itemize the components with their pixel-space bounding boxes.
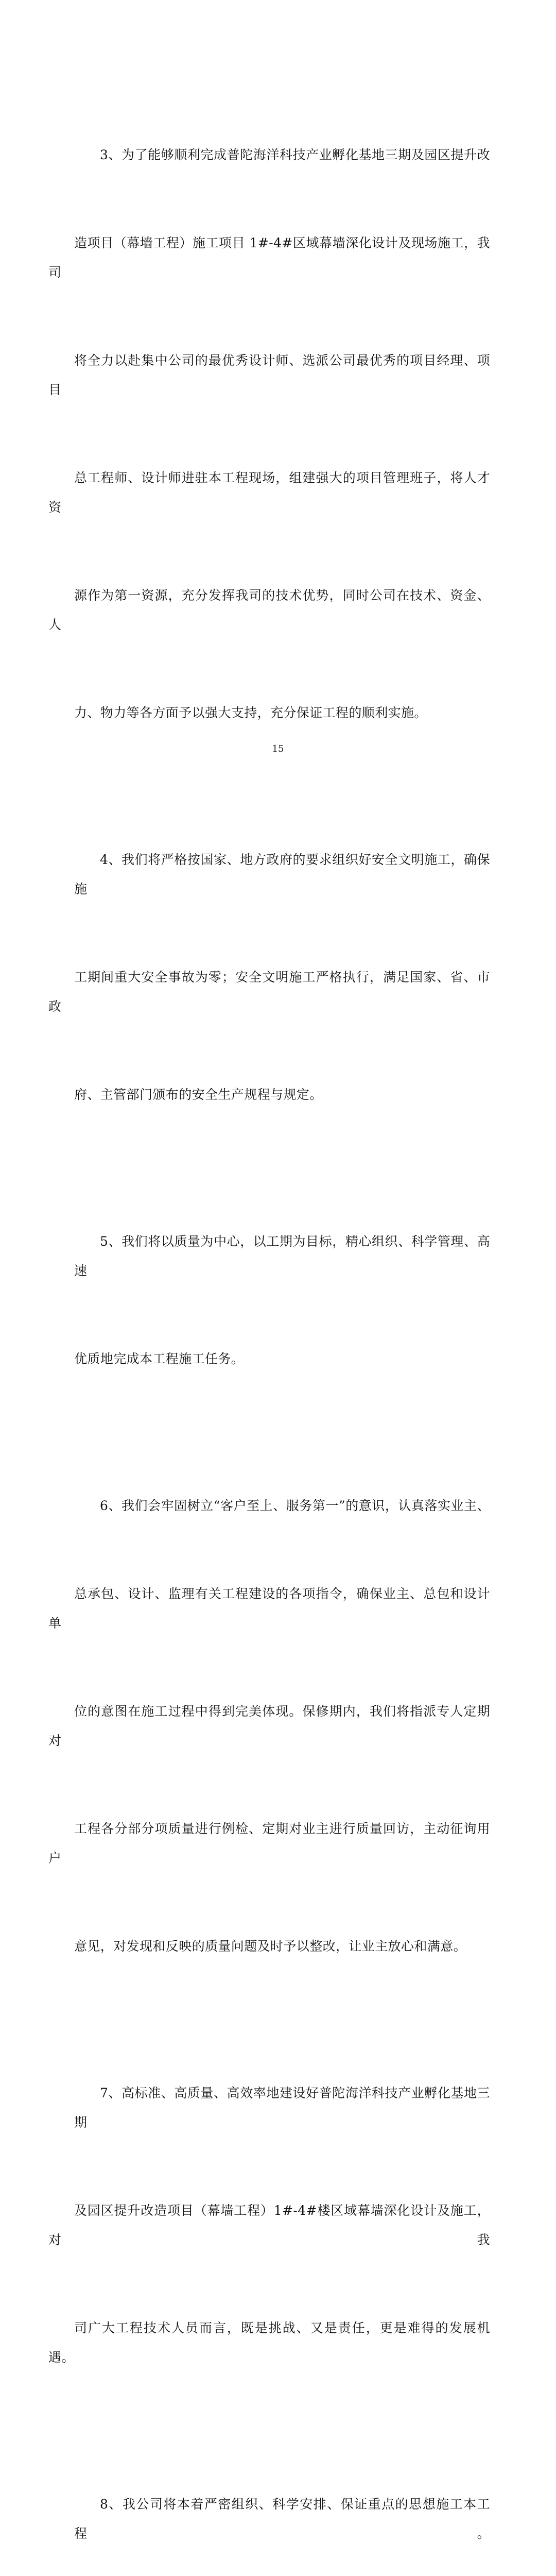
text-line: 工程各分部分项质量进行例检、定期对业主进行质量回访，主动征询用户 [48, 1821, 490, 1866]
text-line: 7、高标准、高质量、高效率地建设好普陀海洋科技产业孵化基地三期 [74, 2086, 490, 2130]
text-line: 总承包、设计、监理有关工程建设的各项指令，确保业主、总包和设计单 [48, 1586, 490, 1631]
text-line: 司广大工程技术人员而言，既是挑战、又是责任，更是难得的发展机遇。 [48, 2320, 490, 2365]
text-line: 3、为了能够顺利完成普陀海洋科技产业孵化基地三期及园区提升改 [100, 147, 490, 162]
document-body [48, 81, 490, 2576]
text-line: 造项目（幕墙工程）施工项目 1#-4#区域幕墙深化设计及现场施工，我司 [48, 235, 490, 280]
paragraph-5 [74, 1168, 490, 1432]
paragraph-8 [74, 2431, 490, 2576]
text-line: 源作为第一资源，充分发挥我司的技术优势，同时公司在技术、资金、人 [48, 588, 490, 632]
text-line: 工期间重大安全事故为零；安全文明施工严格执行，满足国家、省、市政 [48, 970, 490, 1014]
paragraph-4 [48, 786, 490, 1168]
text-line: 力、物力等各方面予以强大支持，充分保证工程的顺利实施。 [74, 705, 427, 720]
text-line: 8、我公司将本着严密组织、科学安排、保证重点的思想施工本工程。 [74, 2497, 490, 2541]
text-line: 意见，对发现和反映的质量问题及时予以整改，让业主放心和满意。 [74, 1939, 467, 1954]
paragraph-6 [48, 1432, 490, 2020]
page-number: 15 [272, 743, 284, 754]
paragraph-3 [48, 81, 490, 786]
paragraph-7 [48, 2020, 490, 2431]
text-line: 6、我们会牢固树立“客户至上、服务第一”的意识，认真落实业主、 [100, 1498, 490, 1513]
text-line: 及园区提升改造项目（幕墙工程）1#-4#楼区域幕墙深化设计及施工，对我 [48, 2203, 490, 2247]
text-line: 府、主管部门颁布的安全生产规程与规定。 [74, 1087, 323, 1102]
text-line: 总工程师、设计师进驻本工程现场，组建强大的项目管理班子，将人才资 [48, 470, 490, 515]
text-line: 位的意图在施工过程中得到完美体现。保修期内，我们将指派专人定期对 [48, 1704, 490, 1748]
text-line: 4、我们将严格按国家、地方政府的要求组织好安全文明施工，确保施 [74, 852, 490, 896]
text-line: 5、我们将以质量为中心，以工期为目标，精心组织、科学管理、高速 [74, 1234, 490, 1278]
text-line: 将全力以赴集中公司的最优秀设计师、选派公司最优秀的项目经理、项目 [48, 353, 490, 397]
text-line: 优质地完成本工程施工任务。 [74, 1351, 245, 1366]
